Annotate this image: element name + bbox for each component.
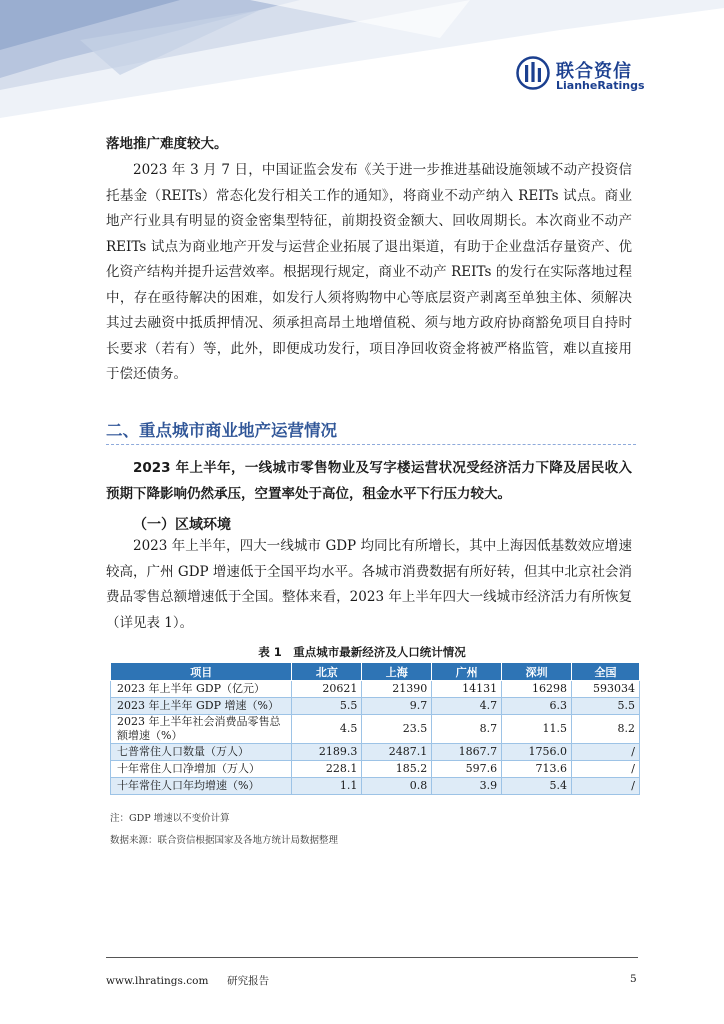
table-row [111,698,640,715]
table-header-cell: 全国 [572,663,640,681]
table-source: 数据来源：联合资信根据国家及各地方统计局数据整理 [110,835,339,846]
table-cell: 5.4 [502,778,572,795]
table-cell: 16298 [502,681,572,698]
table-header-cell: 广州 [432,663,502,681]
table-header-cell: 北京 [292,663,362,681]
table-row [111,778,640,795]
table-cell: 6.3 [502,698,572,715]
table-row-label: 2023 年上半年 GDP 增速（%） [111,698,292,715]
table-cell: 3.9 [432,778,502,795]
paragraph-summary: 2023 年上半年，一线城市零售物业及写字楼运营状况受经济活力下降及居民收入预期下降影响仍然承压，空置率处于高位，租金水平下行压力较大。 [106,460,632,502]
table-caption: 表 1 重点城市最新经济及人口统计情况 [258,645,466,659]
paragraph-regional: 2023 年上半年，四大一线城市 GDP 均同比有所增长，其中上海因低基数效应增速较高，广州 GDP 增速低于全国平均水平。各城市消费数据有所好转，但其中北京社会消费品零售总额增速低于全国。整体来看，2023 年上半年四大一线城市经济活力有所恢复（详见表 1）。 [106,538,632,631]
table-cell: 1.1 [292,778,362,795]
table-cell: 20621 [292,681,362,698]
table-cell: 5.5 [572,698,640,715]
table-cell: 8.2 [572,715,640,744]
lianhe-logo [516,52,646,94]
table-cell: 1867.7 [432,744,502,761]
footer-doc-type: 研究报告 [227,975,270,987]
table-cell: 23.5 [362,715,432,744]
table-cell: 21390 [362,681,432,698]
logo-chinese-name: 联合资信 [556,61,632,82]
table-cell: / [572,778,640,795]
footer-left [106,973,269,988]
table-cell: 1756.0 [502,744,572,761]
table-row [111,744,640,761]
table-row-label: 2023 年上半年 GDP（亿元） [111,681,292,698]
table-cell: 2189.3 [292,744,362,761]
table-row-label: 七普常住人口数量（万人） [111,744,292,761]
table-cell: 4.7 [432,698,502,715]
table-row-label: 2023 年上半年社会消费品零售总额增速（%） [111,715,292,744]
table-cell: 228.1 [292,761,362,778]
footer-website-link[interactable]: www.lhratings.com [106,975,209,987]
paragraph-continuation: 落地推广难度较大。 [106,136,228,152]
table-row [111,715,640,744]
table-row [111,761,640,778]
logo-english-name: LianheRatings [556,79,645,92]
table-cell: 5.5 [292,698,362,715]
table-cell: 11.5 [502,715,572,744]
table-header-cell: 深圳 [502,663,572,681]
table-cell: 4.5 [292,715,362,744]
table-header-cell: 项目 [111,663,292,681]
table-header-cell: 上海 [362,663,432,681]
city-stats-table [110,662,640,795]
table-cell: 8.7 [432,715,502,744]
section-title: 二、重点城市商业地产运营情况 [106,421,337,440]
table-header-row [111,663,640,681]
table-row [111,681,640,698]
table-cell: 14131 [432,681,502,698]
table-cell: 0.8 [362,778,432,795]
table-cell: / [572,744,640,761]
table-cell: 593034 [572,681,640,698]
subsection-title: （一）区域环境 [133,517,231,533]
table-cell: 713.6 [502,761,572,778]
lianhe-logo-icon [516,56,550,90]
section-divider [106,444,636,445]
table-cell: 9.7 [362,698,432,715]
footer-divider [106,957,638,958]
table-cell: / [572,761,640,778]
table-row-label: 十年常住人口净增加（万人） [111,761,292,778]
paragraph-reits: 2023 年 3 月 7 日，中国证监会发布《关于进一步推进基础设施领域不动产投资信托基金（REITs）常态化发行相关工作的通知》，将商业不动产纳入 REITs 试点。商业地产行业具有明显的资金密集型特征，前期投资金额大、回收周期长。本次商业不动产 REITs 试点为商业地产开发与运营企业拓展了退出渠道，有助于企业盘活存量资产、优化资产结构并提升运营效率。根据现行规定，商业不动产 REITs 的发行在实际落地过程中，存在亟待解决的困难，如发行人须将购物中心等底层资产剥离至单独主体、须解决其过去融资中抵质押情况、须承担高昂土地增值税、须与地方政府协商豁免项目自持时长要求（若有）等，此外，即便成功发行，项目净回收资金将被严格监管，难以直接用于偿还债务。 [106,162,632,382]
page-number: 5 [630,973,637,985]
table-cell: 2487.1 [362,744,432,761]
table-cell: 185.2 [362,761,432,778]
table-note: 注：GDP 增速以不变价计算 [110,813,230,824]
table-cell: 597.6 [432,761,502,778]
table-row-label: 十年常住人口年均增速（%） [111,778,292,795]
